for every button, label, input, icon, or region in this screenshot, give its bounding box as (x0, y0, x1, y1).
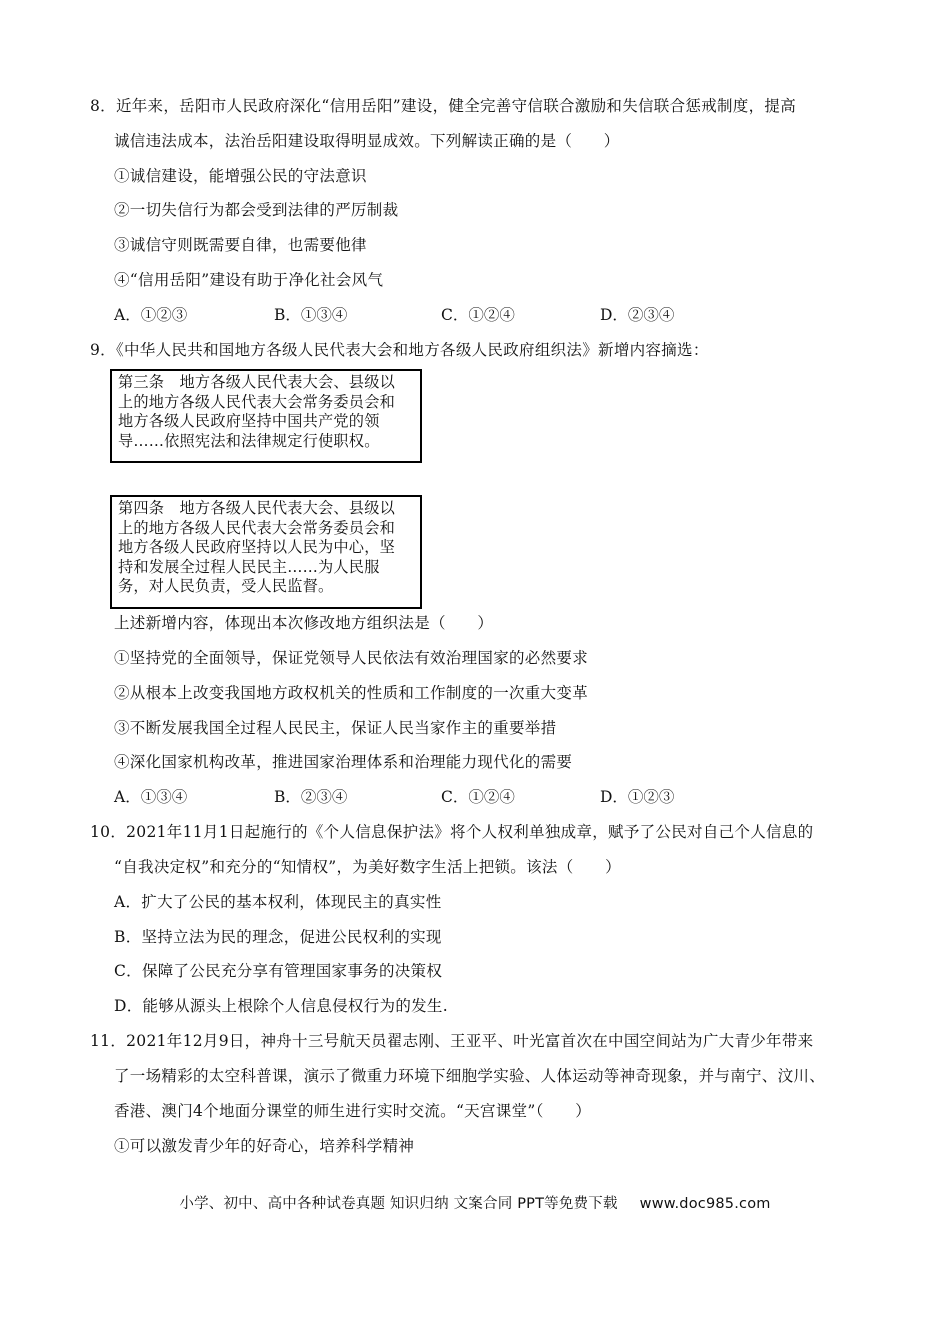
q9-box2-line4: 持和发展全过程人民民主……为人民服 (118, 557, 380, 576)
q9-box2-line1: 第四条 地方各级人民代表大会、县级以 (118, 499, 395, 517)
q9-item-2: ②从根本上改变我国地方政权机关的性质和工作制度的一次重大变革 (114, 684, 589, 702)
q10-stem-line2: “自我决定权”和充分的“知情权”，为美好数字生活上把锁。该法（ ） (114, 858, 621, 876)
q11-stem-line1: 11．2021年12月9日，神舟十三号航天员翟志刚、王亚平、叶光富首次在中国空间站为广大青少年带来 (90, 1032, 814, 1050)
q9-box2-line2: 上的地方各级人民代表大会常务委员会和 (118, 518, 395, 537)
q8-choice-c: C．①②④ (441, 306, 515, 324)
q9-box1-line1: 第三条 地方各级人民代表大会、县级以 (118, 373, 395, 391)
q10-option-c: C．保障了公民充分享有管理国家事务的决策权 (114, 962, 443, 980)
q10-option-a: A．扩大了公民的基本权利，体现民主的真实性 (114, 893, 442, 911)
q8-choice-d: D．②③④ (600, 306, 675, 324)
q9-box1-line3: 地方各级人民政府坚持中国共产党的领 (118, 412, 380, 430)
q8-item-3: ③诚信守则既需要自律，也需要他律 (114, 236, 367, 254)
q11-stem-line3: 香港、澳门4个地面分课堂的师生进行实时交流。“天宫课堂”（ ） (114, 1102, 592, 1120)
q8-item-1: ①诚信建设，能增强公民的守法意识 (114, 167, 367, 185)
q8-item-4: ④“信用岳阳”建设有助于净化社会风气 (114, 271, 384, 289)
q9-item-3: ③不断发展我国全过程人民民主，保证人民当家作主的重要举措 (114, 719, 557, 737)
q9-box2-line3: 地方各级人民政府坚持以人民为中心，坚 (118, 538, 395, 556)
footer-text: 小学、初中、高中各种试卷真题 知识归纳 文案合同 PPT等免费下载 (179, 1196, 618, 1212)
page-footer (0, 1192, 950, 1213)
q8-choice-a: A．①②③ (114, 306, 188, 324)
q9-item-4: ④深化国家机构改革，推进国家治理体系和治理能力现代化的需要 (114, 753, 573, 771)
q9-choice-b: B．②③④ (274, 788, 348, 806)
q9-stem-line2: 上述新增内容，体现出本次修改地方组织法是（ ） (114, 614, 494, 632)
q9-item-1: ①坚持党的全面领导，保证党领导人民依法有效治理国家的必然要求 (114, 649, 589, 667)
q8-stem-line1: 8．近年来，岳阳市人民政府深化“信用岳阳”建设，健全完善守信联合激励和失信联合惩戒制度，提高 (90, 97, 797, 115)
q9-stem-line1: 9．《中华人民共和国地方各级人民代表大会和地方各级人民政府组织法》新增内容摘选： (90, 341, 709, 359)
q10-option-d: D．能够从源头上根除个人信息侵权行为的发生. (114, 997, 448, 1015)
q8-stem-line2: 诚信违法成本，法治岳阳建设取得明显成效。下列解读正确的是（ ） (114, 132, 620, 150)
q9-article-3-box (110, 369, 422, 463)
q9-box2-line5: 务，对人民负责，受人民监督。 (118, 577, 334, 595)
q9-choice-c: C．①②④ (441, 788, 515, 806)
q9-box1-line2: 上的地方各级人民代表大会常务委员会和 (118, 392, 395, 411)
q8-item-2: ②一切失信行为都会受到法律的严厉制裁 (114, 201, 399, 219)
q11-stem-line2: 了一场精彩的太空科普课，演示了微重力环境下细胞学实验、人体运动等神奇现象，并与南宁、汶川、 (114, 1067, 826, 1085)
q11-item-1: ①可以激发青少年的好奇心，培养科学精神 (114, 1137, 415, 1155)
q10-stem-line1: 10．2021年11月1日起施行的《个人信息保护法》将个人权利单独成章，赋予了公民对自己个人信息的 (90, 823, 814, 841)
q8-choice-b: B．①③④ (274, 306, 348, 324)
q9-article-4-box (110, 495, 422, 609)
footer-site-link[interactable]: www.doc985.com (639, 1196, 771, 1212)
q9-choice-a: A．①③④ (114, 788, 188, 806)
q10-option-b: B．坚持立法为民的理念，促进公民权利的实现 (114, 928, 442, 946)
q9-box1-line4: 导……依照宪法和法律规定行使职权。 (118, 431, 380, 450)
q9-choice-d: D．①②③ (600, 788, 675, 806)
